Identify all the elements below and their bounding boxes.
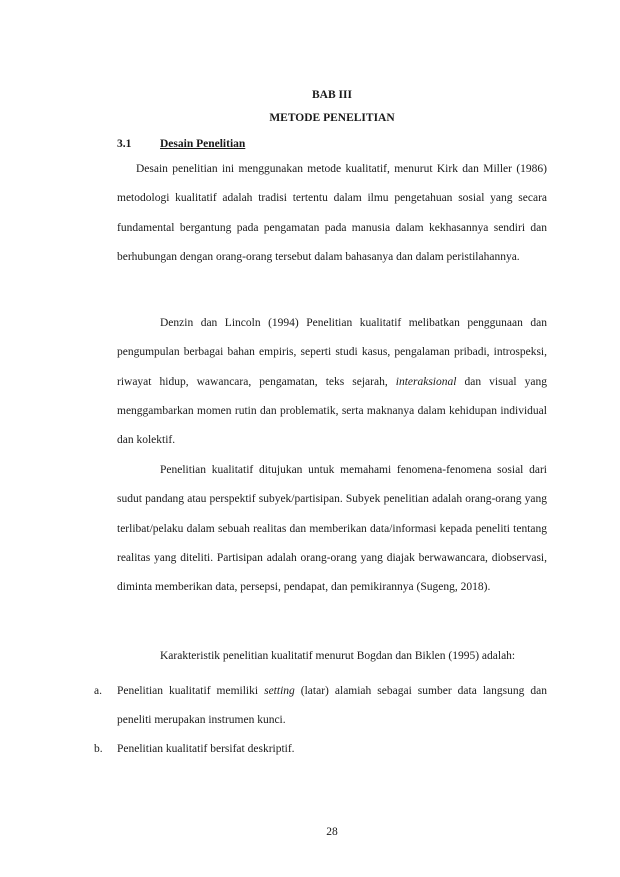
paragraph-2-text-after: dan visual yang menggambarkan momen rutin dan problematik, serta maknanya dalam kehidupan individual dan kolektif. xyxy=(117,375,547,447)
paragraph-4: Karakteristik penelitian kualitatif menurut Bogdan dan Biklen (1995) adalah: xyxy=(160,650,516,662)
chapter-title: METODE PENELITIAN xyxy=(269,112,395,124)
list-marker-a: a. xyxy=(94,685,102,697)
list-item-b xyxy=(94,735,547,764)
paragraph-2-text-before: Denzin dan Lincoln (1994) Penelitian kualitatif melibatkan penggunaan dan pengumpulan berbagai bahan empiris, seperti studi kasus, pengalaman pribadi, introspeksi, riwayat hidup, wawancara, pengamatan, teks sejarah, xyxy=(117,317,547,388)
list-item-a xyxy=(94,677,547,736)
section-heading xyxy=(117,138,547,150)
paragraph-2 xyxy=(117,309,547,455)
list-a-text-after: (latar) alamiah sebagai sumber data langsung dan peneliti merupakan instrumen kunci. xyxy=(117,685,548,727)
list-a-text-before: Penelitian kualitatif memiliki xyxy=(117,685,265,697)
paragraph-2-italic-term: interaksional xyxy=(395,375,457,388)
page-number: 28 xyxy=(326,826,338,838)
list-text-a xyxy=(117,677,547,736)
paragraph-1: Desain penelitian ini menggunakan metode kualitatif, menurut Kirk dan Miller (1986) metodologi kualitatif adalah tradisi tertentu dalam ilmu pengetahuan sosial yang secara fundamental bergantung pada pengamatan pada manusia dalam kekhasannya sendiri dan berhubungan dengan orang-orang tersebut dalam bahasanya dan dalam peristilahannya. xyxy=(117,163,547,263)
paragraph-3: Penelitian kualitatif ditujukan untuk memahami fenomena-fenomena sosial dari sudut pandang atau perspektif subyek/partisipan. Subyek penelitian adalah orang-orang yang terlibat/pelaku dalam sebuah realitas dan memberikan data/informasi kepada peneliti tentang realitas yang diteliti. Partisipan adalah orang-orang yang diajak berwawancara, diobservasi, diminta memberikan data, persepsi, pendapat, dan pemikirannya (Sugeng, 2018). xyxy=(117,464,547,594)
list-text-b: Penelitian kualitatif bersifat deskriptif. xyxy=(117,743,295,755)
list-marker-b: b. xyxy=(94,743,103,755)
section-title: Desain Penelitian xyxy=(160,138,246,150)
chapter-heading: BAB III xyxy=(312,89,352,101)
list-a-italic-term: setting xyxy=(264,685,295,697)
section-number: 3.1 xyxy=(117,138,132,150)
